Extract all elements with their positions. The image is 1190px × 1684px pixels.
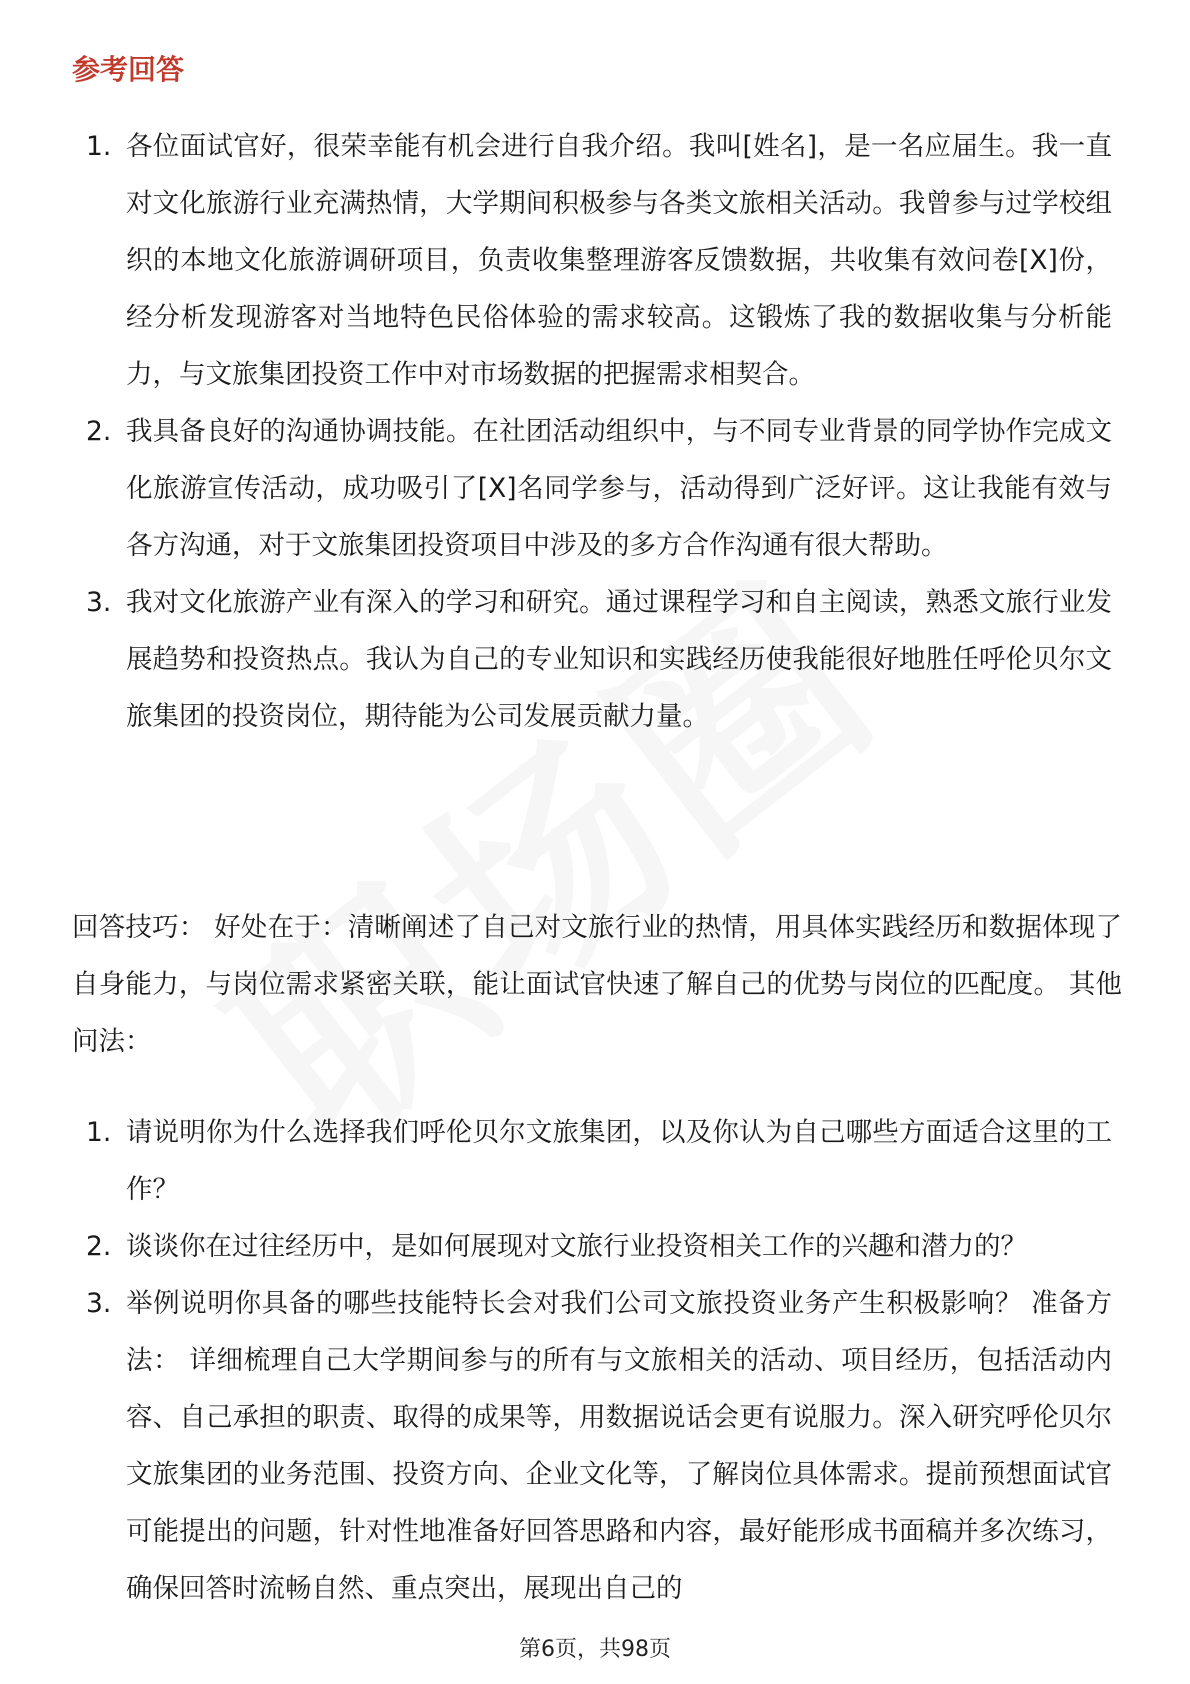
list-text: 谈谈你在过往经历中，是如何展现对文旅行业投资相关工作的兴趣和潜力的？ (126, 1231, 1027, 1262)
list-text: 举例说明你具备的哪些技能特长会对我们公司文旅投资业务产生积极影响？ 准备方法： 详细梳理自己大学期间参与的所有与文旅相关的活动、项目经历，包括活动内容、自己承担的职责、取得的成果等，用数据说话会更有说服力。深入研究呼伦贝尔文旅集团的业务范围、投资方向、企业文化等，了解岗位具体需求。提前预想面试官可能提出的问题，针对性地准备好回答思路和内容，最好能形成书面稿并多次练习，确保回答时流畅自然、重点突出，展现出自己的 (126, 1288, 1112, 1604)
list-number: 1. (86, 131, 112, 162)
section-heading: 参考回答 (72, 53, 185, 86)
list-number: 3. (86, 587, 112, 618)
question-list (72, 1104, 1112, 1617)
list-number: 1. (86, 1117, 112, 1148)
list-text: 我具备良好的沟通协调技能。在社团活动组织中，与不同专业背景的同学协作完成文化旅游宣传活动，成功吸引了[X]名同学参与，活动得到广泛好评。这让我能有效与各方沟通，对于文旅集团投资项目中涉及的多方合作沟通有很大帮助。 (126, 416, 1112, 561)
answer-list (72, 118, 1112, 745)
tips-paragraph: 回答技巧： 好处在于：清晰阐述了自己对文旅行业的热情，用具体实践经历和数据体现了自身能力，与岗位需求紧密关联，能让面试官快速了解自己的优势与岗位的匹配度。 其他问法： (72, 912, 1122, 1057)
list-number: 3. (86, 1288, 112, 1319)
list-text: 我对文化旅游产业有深入的学习和研究。通过课程学习和自主阅读，熟悉文旅行业发展趋势和投资热点。我认为自己的专业知识和实践经历使我能很好地胜任呼伦贝尔文旅集团的投资岗位，期待能为公司发展贡献力量。 (126, 587, 1112, 732)
list-text: 请说明你为什么选择我们呼伦贝尔文旅集团，以及你认为自己哪些方面适合这里的工作？ (126, 1117, 1112, 1205)
list-item (72, 1104, 1112, 1218)
list-item (72, 1218, 1112, 1275)
list-number: 2. (86, 416, 112, 447)
list-item (72, 1275, 1112, 1617)
list-text: 各位面试官好，很荣幸能有机会进行自我介绍。我叫[姓名]，是一名应届生。我一直对文化旅游行业充满热情，大学期间积极参与各类文旅相关活动。我曾参与过学校组织的本地文化旅游调研项目，负责收集整理游客反馈数据，共收集有效问卷[X]份，经分析发现游客对当地特色民俗体验的需求较高。这锻炼了我的数据收集与分析能力，与文旅集团投资工作中对市场数据的把握需求相契合。 (126, 131, 1112, 390)
list-item (72, 403, 1112, 574)
list-number: 2. (86, 1231, 112, 1262)
page-footer: 第6页，共98页 (519, 1637, 671, 1662)
list-item (72, 118, 1112, 403)
list-item (72, 574, 1112, 745)
